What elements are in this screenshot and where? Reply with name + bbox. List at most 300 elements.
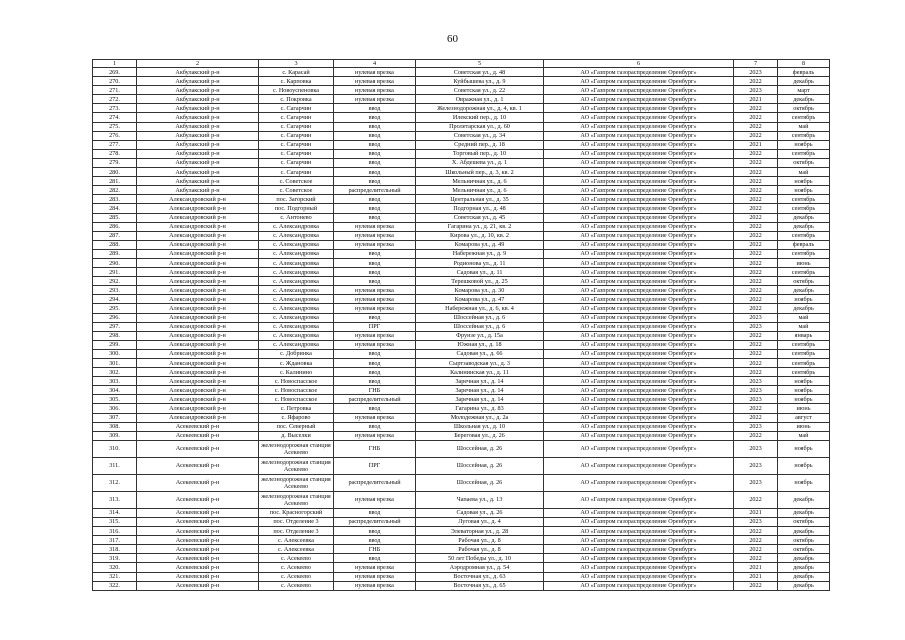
- table-row: [93, 527, 830, 536]
- year-cell: 2021: [734, 95, 778, 104]
- address-cell: Набережная ул., д. 6, кв. 4: [416, 304, 544, 313]
- settlement-cell: железнодорожная станция Асекеево: [259, 491, 334, 508]
- month-cell: сентябрь: [778, 231, 830, 240]
- month-cell: январь: [778, 331, 830, 340]
- month-cell: ноябрь: [778, 395, 830, 404]
- month-cell: декабрь: [778, 77, 830, 86]
- district-cell: Акбулакский р-н: [137, 95, 259, 104]
- organization-cell: АО «Газпром газораспределение Оренбург»: [544, 431, 734, 440]
- organization-cell: АО «Газпром газораспределение Оренбург»: [544, 195, 734, 204]
- connection-type-cell: нулевая врезка: [334, 77, 416, 86]
- month-cell: декабрь: [778, 286, 830, 295]
- table-row: [93, 431, 830, 440]
- organization-cell: АО «Газпром газораспределение Оренбург»: [544, 457, 734, 474]
- settlement-cell: с. Покровка: [259, 95, 334, 104]
- row-number-cell: 273.: [93, 104, 137, 113]
- organization-cell: АО «Газпром газораспределение Оренбург»: [544, 386, 734, 395]
- connection-type-cell: ввод: [334, 204, 416, 213]
- district-cell: Александровский р-н: [137, 277, 259, 286]
- organization-cell: АО «Газпром газораспределение Оренбург»: [544, 322, 734, 331]
- row-number-cell: 280.: [93, 168, 137, 177]
- district-cell: Александровский р-н: [137, 249, 259, 258]
- year-cell: 2022: [734, 554, 778, 563]
- organization-cell: АО «Газпром газораспределение Оренбург»: [544, 508, 734, 517]
- connection-type-cell: ввод: [334, 258, 416, 267]
- row-number-cell: 279.: [93, 158, 137, 167]
- district-cell: Александровский р-н: [137, 404, 259, 413]
- address-cell: Рабочая ул., д. 8: [416, 536, 544, 545]
- table-row: [93, 340, 830, 349]
- table-row: [93, 554, 830, 563]
- row-number-cell: 303.: [93, 377, 137, 386]
- month-cell: ноябрь: [778, 474, 830, 491]
- row-number-cell: 304.: [93, 386, 137, 395]
- row-number-cell: 289.: [93, 249, 137, 258]
- organization-cell: АО «Газпром газораспределение Оренбург»: [544, 68, 734, 77]
- connection-type-cell: ввод: [334, 140, 416, 149]
- connection-type-cell: нулевая врезка: [334, 68, 416, 77]
- row-number-cell: 292.: [93, 277, 137, 286]
- address-cell: Кирова ул., д. 10, кв. 2: [416, 231, 544, 240]
- address-cell: Мельничная ул., д. 6: [416, 186, 544, 195]
- row-number-cell: 300.: [93, 349, 137, 358]
- settlement-cell: с. Новоспасское: [259, 395, 334, 404]
- year-cell: 2023: [734, 422, 778, 431]
- column-header: 2: [137, 60, 259, 68]
- connection-type-cell: ГНБ: [334, 545, 416, 554]
- settlement-cell: с. Александровка: [259, 268, 334, 277]
- district-cell: Асекеевский р-н: [137, 422, 259, 431]
- year-cell: 2023: [734, 386, 778, 395]
- month-cell: декабрь: [778, 572, 830, 581]
- year-cell: 2022: [734, 113, 778, 122]
- organization-cell: АО «Газпром газораспределение Оренбург»: [544, 77, 734, 86]
- row-number-cell: 282.: [93, 186, 137, 195]
- settlement-cell: д. Выселки: [259, 431, 334, 440]
- row-number-cell: 276.: [93, 131, 137, 140]
- district-cell: Асекеевский р-н: [137, 440, 259, 457]
- district-cell: Александровский р-н: [137, 359, 259, 368]
- address-cell: Восточная ул., д. 65: [416, 581, 544, 590]
- connection-type-cell: ввод: [334, 368, 416, 377]
- settlement-cell: с. Александровка: [259, 240, 334, 249]
- address-cell: Заречная ул., д. 14: [416, 395, 544, 404]
- table-row: [93, 349, 830, 358]
- year-cell: 2022: [734, 249, 778, 258]
- address-cell: Набережная ул., д. 9: [416, 249, 544, 258]
- district-cell: Александровский р-н: [137, 395, 259, 404]
- year-cell: 2021: [734, 572, 778, 581]
- table-row: [93, 395, 830, 404]
- district-cell: Асекеевский р-н: [137, 572, 259, 581]
- district-cell: Акбулакский р-н: [137, 186, 259, 195]
- organization-cell: АО «Газпром газораспределение Оренбург»: [544, 158, 734, 167]
- district-cell: Александровский р-н: [137, 331, 259, 340]
- address-cell: Железнодорожная ул., д. 4, кв. 1: [416, 104, 544, 113]
- settlement-cell: с. Новоспасское: [259, 377, 334, 386]
- settlement-cell: железнодорожная станция Асекеево: [259, 440, 334, 457]
- month-cell: декабрь: [778, 581, 830, 590]
- connection-type-cell: распределительный: [334, 517, 416, 526]
- address-cell: Комарова ул., д. 47: [416, 295, 544, 304]
- row-number-cell: 306.: [93, 404, 137, 413]
- connection-type-cell: ГНБ: [334, 440, 416, 457]
- organization-cell: АО «Газпром газораспределение Оренбург»: [544, 517, 734, 526]
- year-cell: 2023: [734, 86, 778, 95]
- year-cell: 2022: [734, 268, 778, 277]
- month-cell: сентябрь: [778, 340, 830, 349]
- year-cell: 2022: [734, 286, 778, 295]
- row-number-cell: 315.: [93, 517, 137, 526]
- address-cell: Подгорная ул., д. 48: [416, 204, 544, 213]
- connection-type-cell: нулевая врезка: [334, 222, 416, 231]
- month-cell: октябрь: [778, 536, 830, 545]
- district-cell: Акбулакский р-н: [137, 104, 259, 113]
- connection-type-cell: распределительный: [334, 474, 416, 491]
- settlement-cell: с. Асекеево: [259, 554, 334, 563]
- address-cell: 50 лет Победы ул., д. 10: [416, 554, 544, 563]
- organization-cell: АО «Газпром газораспределение Оренбург»: [544, 249, 734, 258]
- address-cell: Рабочая ул., д. 8: [416, 545, 544, 554]
- year-cell: 2022: [734, 491, 778, 508]
- month-cell: май: [778, 431, 830, 440]
- row-number-cell: 302.: [93, 368, 137, 377]
- row-number-cell: 297.: [93, 322, 137, 331]
- settlement-cell: с. Александровка: [259, 286, 334, 295]
- year-cell: 2022: [734, 231, 778, 240]
- table-row: [93, 231, 830, 240]
- table-row: [93, 572, 830, 581]
- organization-cell: АО «Газпром газораспределение Оренбург»: [544, 204, 734, 213]
- row-number-cell: 277.: [93, 140, 137, 149]
- page-number: 60: [447, 33, 458, 45]
- year-cell: 2023: [734, 457, 778, 474]
- settlement-cell: железнодорожная станция Асекеево: [259, 457, 334, 474]
- address-cell: Куйбышева ул., д. 9: [416, 77, 544, 86]
- column-header: 8: [778, 60, 830, 68]
- month-cell: июнь: [778, 404, 830, 413]
- connection-type-cell: нулевая врезка: [334, 331, 416, 340]
- organization-cell: АО «Газпром газораспределение Оренбург»: [544, 86, 734, 95]
- connection-type-cell: ввод: [334, 359, 416, 368]
- settlement-cell: с. Асекеево: [259, 563, 334, 572]
- address-cell: Х. Абдешева ул., д. 1: [416, 158, 544, 167]
- column-header: 3: [259, 60, 334, 68]
- settlement-cell: с. Александровка: [259, 322, 334, 331]
- district-cell: Акбулакский р-н: [137, 77, 259, 86]
- month-cell: декабрь: [778, 213, 830, 222]
- address-cell: Гагарина ул., д. 83: [416, 404, 544, 413]
- year-cell: 2022: [734, 331, 778, 340]
- settlement-cell: с. Карповка: [259, 77, 334, 86]
- row-number-cell: 269.: [93, 68, 137, 77]
- settlement-cell: с. Калинино: [259, 368, 334, 377]
- connection-type-cell: ПРГ: [334, 322, 416, 331]
- year-cell: 2022: [734, 186, 778, 195]
- address-cell: Средний пер., д. 18: [416, 140, 544, 149]
- address-cell: Комарова ул., д. 49: [416, 240, 544, 249]
- month-cell: ноябрь: [778, 186, 830, 195]
- table-row: [93, 517, 830, 526]
- month-cell: сентябрь: [778, 349, 830, 358]
- connection-type-cell: ввод: [334, 404, 416, 413]
- district-cell: Асекеевский р-н: [137, 508, 259, 517]
- connection-type-cell: ввод: [334, 177, 416, 186]
- address-cell: Заречная ул., д. 14: [416, 377, 544, 386]
- month-cell: сентябрь: [778, 204, 830, 213]
- month-cell: декабрь: [778, 491, 830, 508]
- row-number-cell: 320.: [93, 563, 137, 572]
- settlement-cell: с. Александровка: [259, 222, 334, 231]
- month-cell: декабрь: [778, 304, 830, 313]
- connection-type-cell: ввод: [334, 422, 416, 431]
- column-header: 7: [734, 60, 778, 68]
- table-row: [93, 113, 830, 122]
- year-cell: 2022: [734, 168, 778, 177]
- connection-type-cell: нулевая врезка: [334, 295, 416, 304]
- table-row: [93, 204, 830, 213]
- district-cell: Акбулакский р-н: [137, 168, 259, 177]
- table-row: [93, 186, 830, 195]
- organization-cell: АО «Газпром газораспределение Оренбург»: [544, 349, 734, 358]
- table-row: [93, 122, 830, 131]
- settlement-cell: с. Александровка: [259, 340, 334, 349]
- organization-cell: АО «Газпром газораспределение Оренбург»: [544, 286, 734, 295]
- row-number-cell: 270.: [93, 77, 137, 86]
- organization-cell: АО «Газпром газораспределение Оренбург»: [544, 313, 734, 322]
- month-cell: сентябрь: [778, 113, 830, 122]
- table-row: [93, 131, 830, 140]
- connection-type-cell: ввод: [334, 268, 416, 277]
- year-cell: 2022: [734, 104, 778, 113]
- district-cell: Акбулакский р-н: [137, 86, 259, 95]
- row-number-cell: 283.: [93, 195, 137, 204]
- table-row: [93, 222, 830, 231]
- settlement-cell: пос. Подгорный: [259, 204, 334, 213]
- month-cell: июнь: [778, 422, 830, 431]
- row-number-cell: 311.: [93, 457, 137, 474]
- row-number-cell: 309.: [93, 431, 137, 440]
- year-cell: 2022: [734, 77, 778, 86]
- row-number-cell: 299.: [93, 340, 137, 349]
- table-row: [93, 195, 830, 204]
- district-cell: Асекеевский р-н: [137, 563, 259, 572]
- settlement-cell: с. Александровка: [259, 277, 334, 286]
- table-row: [93, 404, 830, 413]
- organization-cell: АО «Газпром газораспределение Оренбург»: [544, 581, 734, 590]
- district-cell: Асекеевский р-н: [137, 491, 259, 508]
- connection-type-cell: нулевая врезка: [334, 86, 416, 95]
- organization-cell: АО «Газпром газораспределение Оренбург»: [544, 222, 734, 231]
- table-row: [93, 368, 830, 377]
- settlement-cell: с. Сагарчин: [259, 104, 334, 113]
- year-cell: 2022: [734, 158, 778, 167]
- month-cell: ноябрь: [778, 377, 830, 386]
- organization-cell: АО «Газпром газораспределение Оренбург»: [544, 104, 734, 113]
- table-row: [93, 213, 830, 222]
- connection-type-cell: ввод: [334, 158, 416, 167]
- table-row: [93, 104, 830, 113]
- connection-type-cell: нулевая врезка: [334, 431, 416, 440]
- district-cell: Александровский р-н: [137, 258, 259, 267]
- district-cell: Александровский р-н: [137, 413, 259, 422]
- table-row: [93, 457, 830, 474]
- settlement-cell: с. Сагарчин: [259, 122, 334, 131]
- settlement-cell: с. Карасай: [259, 68, 334, 77]
- year-cell: 2023: [734, 313, 778, 322]
- organization-cell: АО «Газпром газораспределение Оренбург»: [544, 377, 734, 386]
- month-cell: сентябрь: [778, 149, 830, 158]
- organization-cell: АО «Газпром газораспределение Оренбург»: [544, 240, 734, 249]
- district-cell: Александровский р-н: [137, 322, 259, 331]
- year-cell: 2022: [734, 581, 778, 590]
- table-row: [93, 168, 830, 177]
- year-cell: 2022: [734, 304, 778, 313]
- organization-cell: АО «Газпром газораспределение Оренбург»: [544, 177, 734, 186]
- month-cell: сентябрь: [778, 195, 830, 204]
- settlement-cell: с. Новоуспеновка: [259, 86, 334, 95]
- settlement-cell: с. Александровка: [259, 258, 334, 267]
- organization-cell: АО «Газпром газораспределение Оренбург»: [544, 131, 734, 140]
- connection-type-cell: нулевая врезка: [334, 491, 416, 508]
- connection-type-cell: ввод: [334, 377, 416, 386]
- district-cell: Александровский р-н: [137, 240, 259, 249]
- settlement-cell: с. Асекеево: [259, 581, 334, 590]
- row-number-cell: 272.: [93, 95, 137, 104]
- address-cell: Советская ул., д. 48: [416, 68, 544, 77]
- year-cell: 2022: [734, 340, 778, 349]
- district-cell: Акбулакский р-н: [137, 149, 259, 158]
- row-number-cell: 318.: [93, 545, 137, 554]
- organization-cell: АО «Газпром газораспределение Оренбург»: [544, 474, 734, 491]
- year-cell: 2022: [734, 359, 778, 368]
- table-row: [93, 95, 830, 104]
- settlement-cell: с. Сагарчин: [259, 131, 334, 140]
- table-row: [93, 313, 830, 322]
- row-number-cell: 314.: [93, 508, 137, 517]
- table-row: [93, 359, 830, 368]
- month-cell: ноябрь: [778, 386, 830, 395]
- connection-type-cell: нулевая врезка: [334, 572, 416, 581]
- settlement-cell: с. Алексеевка: [259, 536, 334, 545]
- settlement-cell: с. Александровка: [259, 231, 334, 240]
- year-cell: 2022: [734, 177, 778, 186]
- district-cell: Акбулакский р-н: [137, 177, 259, 186]
- row-number-cell: 312.: [93, 474, 137, 491]
- settlement-cell: с. Добринка: [259, 349, 334, 358]
- settlement-cell: с. Александровка: [259, 295, 334, 304]
- row-number-cell: 308.: [93, 422, 137, 431]
- row-number-cell: 298.: [93, 331, 137, 340]
- address-cell: Садовая ул., д. 66: [416, 349, 544, 358]
- month-cell: декабрь: [778, 554, 830, 563]
- settlement-cell: пос. Северный: [259, 422, 334, 431]
- year-cell: 2022: [734, 258, 778, 267]
- address-cell: Береговая ул., д. 26: [416, 431, 544, 440]
- table-row: [93, 295, 830, 304]
- year-cell: 2022: [734, 295, 778, 304]
- table-row: [93, 413, 830, 422]
- settlement-cell: пос. Красногорский: [259, 508, 334, 517]
- settlement-cell: с. Сагарчин: [259, 168, 334, 177]
- district-cell: Акбулакский р-н: [137, 113, 259, 122]
- district-cell: Акбулакский р-н: [137, 140, 259, 149]
- district-cell: Асекеевский р-н: [137, 474, 259, 491]
- table-row: [93, 563, 830, 572]
- connection-type-cell: ввод: [334, 249, 416, 258]
- row-number-cell: 321.: [93, 572, 137, 581]
- address-cell: Торговый пер., д. 10: [416, 149, 544, 158]
- address-cell: Калининская ул., д. 11: [416, 368, 544, 377]
- address-cell: Чапаева ул., д. 13: [416, 491, 544, 508]
- district-cell: Акбулакский р-н: [137, 68, 259, 77]
- settlement-cell: с. Сагарчин: [259, 158, 334, 167]
- organization-cell: АО «Газпром газораспределение Оренбург»: [544, 491, 734, 508]
- month-cell: октябрь: [778, 517, 830, 526]
- month-cell: июнь: [778, 258, 830, 267]
- month-cell: декабрь: [778, 527, 830, 536]
- connection-type-cell: ввод: [334, 213, 416, 222]
- organization-cell: АО «Газпром газораспределение Оренбург»: [544, 572, 734, 581]
- district-cell: Александровский р-н: [137, 368, 259, 377]
- settlement-cell: с. Александровка: [259, 249, 334, 258]
- organization-cell: АО «Газпром газораспределение Оренбург»: [544, 213, 734, 222]
- month-cell: ноябрь: [778, 457, 830, 474]
- row-number-cell: 284.: [93, 204, 137, 213]
- month-cell: октябрь: [778, 158, 830, 167]
- table-row: [93, 322, 830, 331]
- organization-cell: АО «Газпром газораспределение Оренбург»: [544, 140, 734, 149]
- address-cell: Садовая ул., д. 11: [416, 268, 544, 277]
- address-cell: Илекский пер., д. 10: [416, 113, 544, 122]
- district-cell: Асекеевский р-н: [137, 581, 259, 590]
- month-cell: май: [778, 168, 830, 177]
- district-cell: Александровский р-н: [137, 213, 259, 222]
- connection-type-cell: нулевая врезка: [334, 304, 416, 313]
- organization-cell: АО «Газпром газораспределение Оренбург»: [544, 268, 734, 277]
- table-row: [93, 86, 830, 95]
- year-cell: 2023: [734, 440, 778, 457]
- address-cell: Школьная ул., д. 10: [416, 422, 544, 431]
- gasification-table: [92, 59, 830, 591]
- table-row: [93, 286, 830, 295]
- address-cell: Школьный пер., д. 3, кв. 2: [416, 168, 544, 177]
- month-cell: май: [778, 313, 830, 322]
- year-cell: 2022: [734, 195, 778, 204]
- table-row: [93, 581, 830, 590]
- connection-type-cell: ввод: [334, 168, 416, 177]
- address-cell: Шоссейная, д. 26: [416, 440, 544, 457]
- month-cell: сентябрь: [778, 368, 830, 377]
- month-cell: ноябрь: [778, 440, 830, 457]
- address-cell: Комарова ул., д. 30: [416, 286, 544, 295]
- address-cell: Гагарина ул., д. 21, кв. 2: [416, 222, 544, 231]
- district-cell: Александровский р-н: [137, 304, 259, 313]
- row-number-cell: 295.: [93, 304, 137, 313]
- year-cell: 2021: [734, 563, 778, 572]
- year-cell: 2022: [734, 149, 778, 158]
- address-cell: Восточная ул., д. 63: [416, 572, 544, 581]
- row-number-cell: 286.: [93, 222, 137, 231]
- district-cell: Александровский р-н: [137, 231, 259, 240]
- district-cell: Александровский р-н: [137, 268, 259, 277]
- district-cell: Асекеевский р-н: [137, 554, 259, 563]
- district-cell: Александровский р-н: [137, 349, 259, 358]
- table-row: [93, 377, 830, 386]
- settlement-cell: пос. Отделение 3: [259, 527, 334, 536]
- district-cell: Акбулакский р-н: [137, 158, 259, 167]
- address-cell: Молодежная ул., д. 2а: [416, 413, 544, 422]
